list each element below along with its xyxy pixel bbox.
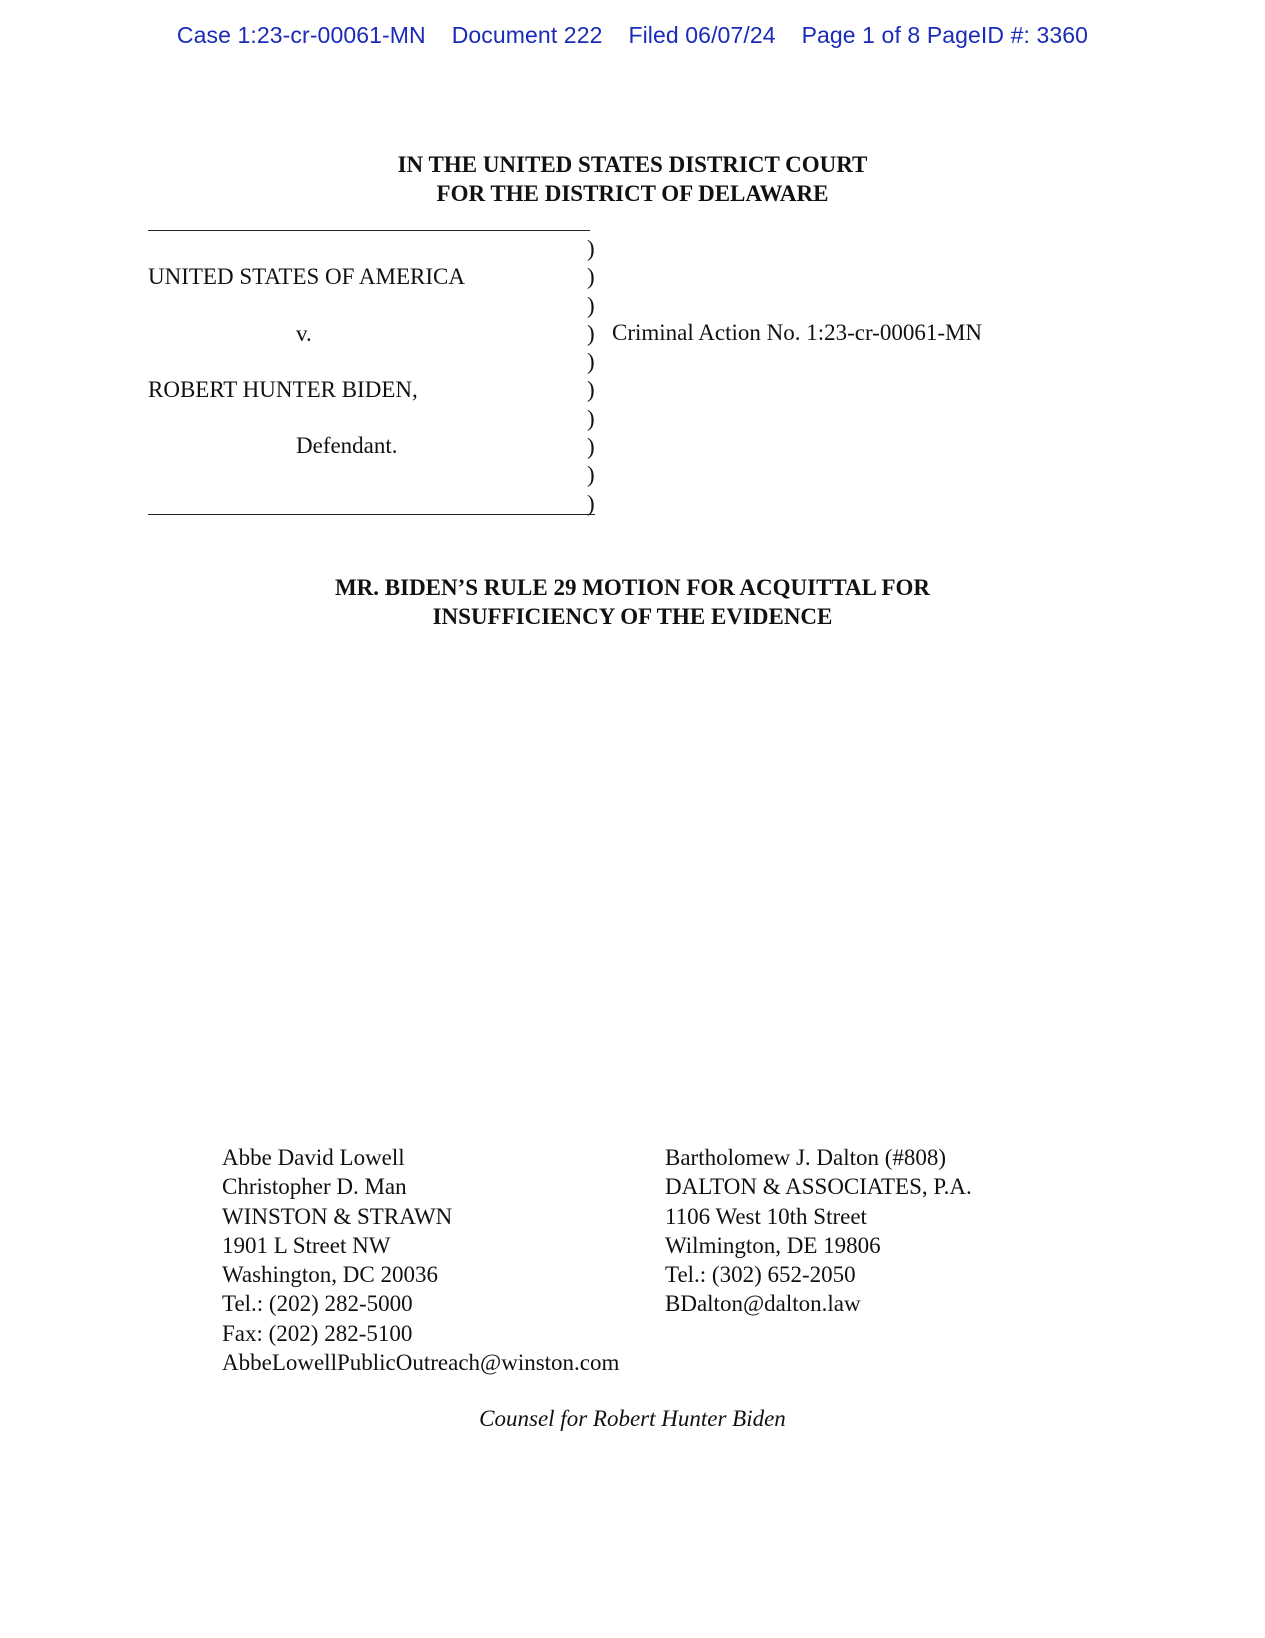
counsel-for-line: Counsel for Robert Hunter Biden (479, 1406, 786, 1431)
counsel-line: DALTON & ASSOCIATES, P.A. (665, 1174, 972, 1200)
ecf-header-stamp: Case 1:23-cr-00061-MN Document 222 Filed 06/07/24 Page 1 of 8 PageID #: 3360 (176, 22, 1089, 48)
caption-paren: ) (587, 264, 595, 290)
counsel-line: Tel.: (302) 652-2050 (665, 1262, 856, 1288)
motion-title (0, 573, 1265, 631)
counsel-line: Abbe David Lowell (222, 1145, 405, 1170)
counsel-block-dalton (665, 1143, 972, 1319)
caption-top-rule (148, 230, 590, 231)
caption-bottom-rule (148, 514, 595, 515)
caption-defendant-name: ROBERT HUNTER BIDEN, (148, 377, 418, 402)
counsel-line: Fax: (202) 282-5100 (222, 1320, 413, 1346)
counsel-line: 1901 L Street NW (222, 1232, 391, 1258)
caption-plaintiff: UNITED STATES OF AMERICA (148, 264, 465, 289)
court-heading-line-1: IN THE UNITED STATES DISTRICT COURT (397, 152, 868, 177)
counsel-line: Tel.: (202) 282-5000 (222, 1291, 413, 1317)
motion-title-line-2: INSUFFICIENCY OF THE EVIDENCE (432, 604, 833, 629)
caption-paren: ) (587, 377, 595, 403)
counsel-line: WINSTON & STRAWN (222, 1203, 453, 1229)
caption-paren: ) (587, 405, 595, 431)
counsel-line: Wilmington, DE 19806 (665, 1232, 881, 1258)
caption-paren: ) (587, 320, 595, 346)
court-heading (0, 150, 1265, 208)
counsel-line: Christopher D. Man (222, 1174, 407, 1200)
counsel-email: BDalton@dalton.law (665, 1291, 861, 1317)
court-heading-line-2: FOR THE DISTRICT OF DELAWARE (436, 181, 829, 206)
counsel-email: AbbeLowellPublicOutreach@winston.com (222, 1350, 620, 1376)
motion-title-line-1: MR. BIDEN’S RULE 29 MOTION FOR ACQUITTAL FOR (334, 575, 931, 600)
caption-versus: v. (296, 321, 312, 346)
caption-paren: ) (587, 236, 595, 261)
counsel-line: Bartholomew J. Dalton (#808) (665, 1145, 947, 1170)
caption-paren: ) (587, 434, 595, 460)
caption-paren: ) (587, 349, 595, 375)
counsel-line: 1106 West 10th Street (665, 1203, 867, 1229)
counsel-line: Washington, DC 20036 (222, 1262, 439, 1288)
counsel-block-winston (222, 1143, 619, 1377)
caption-defendant-role: Defendant. (296, 433, 398, 458)
criminal-action-number: Criminal Action No. 1:23-cr-00061-MN (612, 320, 983, 345)
caption-paren-column (587, 235, 595, 518)
caption-paren: ) (587, 462, 595, 488)
caption-paren: ) (587, 292, 595, 318)
caption-paren: ) (587, 490, 595, 516)
